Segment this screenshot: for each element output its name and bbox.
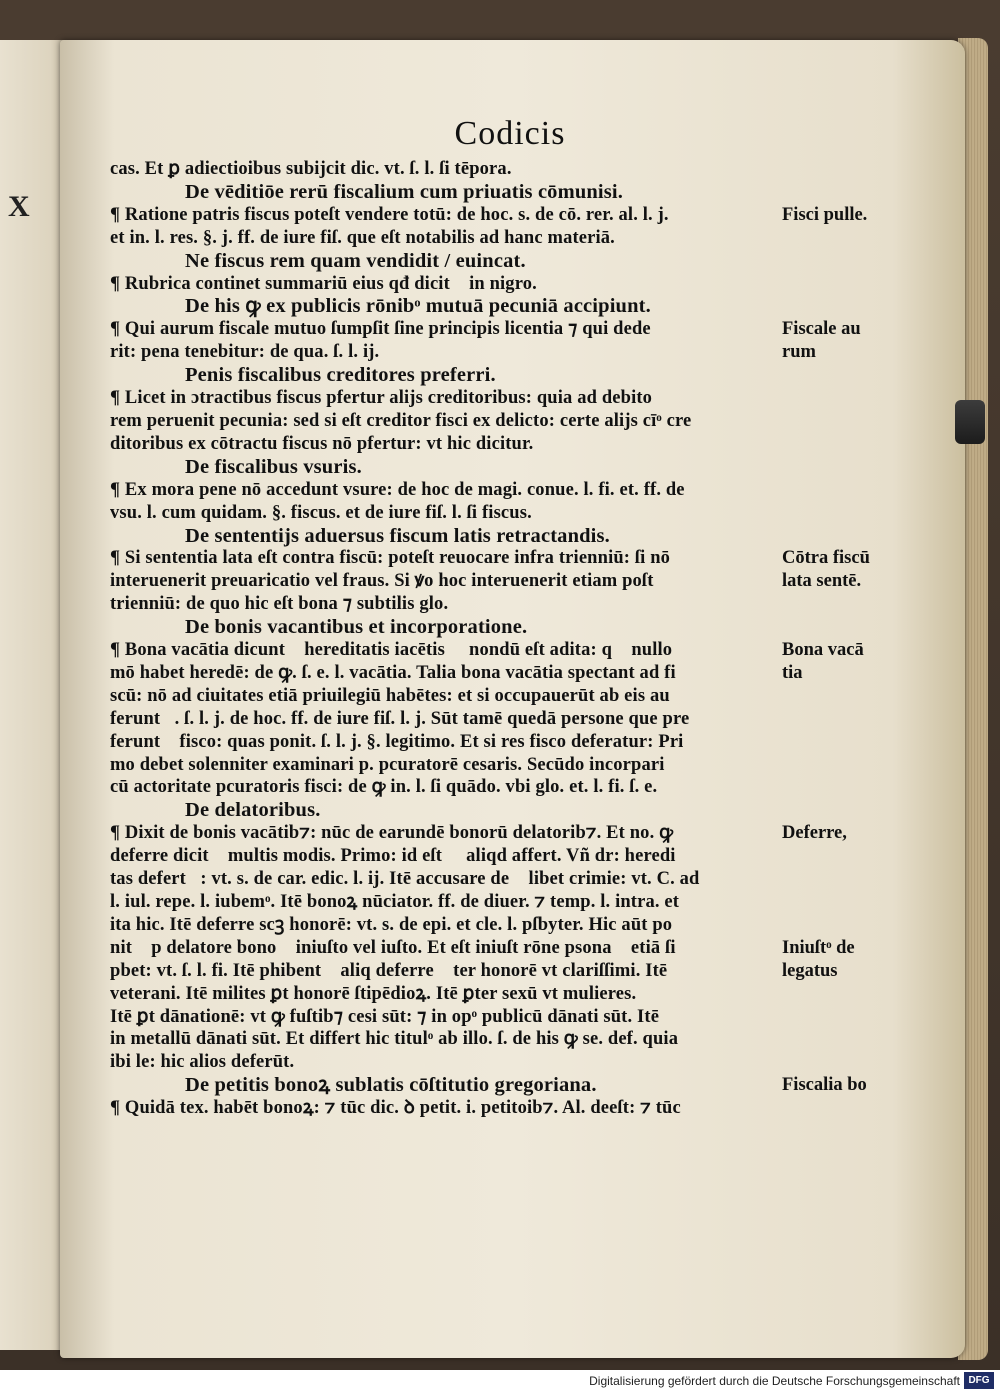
text-line: rem peruenit pecunia: sed si eſt creditor fisci ex delicto: certe alijs cīᵒ cre xyxy=(110,410,692,431)
section-heading: De delatoribus. xyxy=(185,799,321,822)
text-line: rit: pena tenebitur: de qua. ſ. l. ij. xyxy=(110,342,380,363)
margin-note: tia xyxy=(782,662,803,683)
footer-credit: Digitalisierung gefördert durch die Deutsche Forschungsgemeinschaft xyxy=(589,1374,960,1388)
text-line: pbet: vt. ſ. l. fi. Itē phibentᷣ aliq deferre ꝑter honorē vt clariſſimi. Itē xyxy=(110,960,668,981)
section-heading: De sententijs aduersus fiscum latis retractandis. xyxy=(185,524,610,547)
section-heading: De vēditiōe rerū fiscalium cum priuatis cōmunisi. xyxy=(185,180,624,203)
text-line: ¶ Si sententia lata eſt contra fiscū: poteſt reuocare infra trienniū: ſi nō xyxy=(110,548,671,569)
margin-note: lata sentē. xyxy=(782,571,862,592)
margin-note: Cōtra fiscū xyxy=(782,548,870,569)
text-line: ¶ Ex mora pene nō accedunt vsure: de hoc de magi. conue. l. fi. et. ff. de xyxy=(110,479,685,500)
text-line: mo debet solenniter examinari p. pcuratorē cesaris. Secūdo incorpari xyxy=(110,754,665,775)
text-line: ibi le: hic alios deferūt. xyxy=(110,1052,295,1073)
text-line: feruntᷣ fisco: quas ponit. ſ. l. j. §. legitimo. Et si res fisco deferatur: Pri xyxy=(110,731,684,752)
text-line: ¶ Licet in ɔtractibus fiscus pfertur alijs creditoribus: quia ad debito xyxy=(110,388,653,409)
text-line: ita hic. Itē deferre scꝫ honorē: vt. s. de epi. et cle. l. pſbyter. Hic aūt po xyxy=(110,914,673,935)
margin-note: Fiscalia bo xyxy=(782,1075,867,1095)
text-line: nitᷣ p delatore bonoꝝ iniuſto vel iuſto. Et eſt iniuſt rōne psonaꝝ etiā ſi xyxy=(110,937,676,958)
text-line: interuenerit preuaricatio vel fraus. Si ꝟo hoc interuenerit etiam poſt xyxy=(110,571,654,592)
text-line: trienniū: de quo hic eſt bona ⁊ subtilis glo. xyxy=(110,594,449,615)
book-clasp xyxy=(955,400,985,444)
text-line: ¶ Quidā tex. habēt bonoꝝ: ⁊ tūc dic. ꝺ petit. i. petitoib⁊. Al. deeſt: ⁊ tūc xyxy=(110,1098,681,1119)
text-line: et in. l. res. §. j. ff. de iure fiſ. que eſt notabilis ad hanc materiā. xyxy=(110,227,615,248)
text-line: ¶ Bona vacātia dicuntᷣ hereditatis iacētis ꝙ nondū eſt adita: qꝛ nullo xyxy=(110,640,673,661)
section-heading: De his ꝙ ex publicis rōnibᵒ mutuā pecuniā accipiunt. xyxy=(185,295,651,318)
section-heading: Ne fiscus rem quam vendidit / euincat. xyxy=(185,249,526,272)
margin-note: Bona vacā xyxy=(782,639,864,660)
main-text-block xyxy=(110,158,780,1120)
dfg-logo: DFG xyxy=(964,1372,994,1389)
text-line: deferre dicitᷣ multis modis. Primo: id eſt ꝙ aliqd affert. Vñ dr: heredi xyxy=(110,846,676,867)
text-line: Itē ꝑt dānationē: vt ꝙ fuſtib⁊ cesi sūt: ⁊ in opᵒ publicū dānati sūt. Itē xyxy=(110,1006,660,1027)
text-line: veterani. Itē milites ꝑt honorē ſtipēdioꝝ. Itē ꝑter sexū vt mulieres. xyxy=(110,983,637,1004)
section-heading: De petitis bonoꝝ sublatis cōſtitutio gregoriana. xyxy=(185,1074,597,1097)
margin-note: Fisci pulle. xyxy=(782,204,868,225)
text-line: cū actoritate pcuratoris fisci: de ꝙ in. l. ſi quādo. vbi glo. et. l. fi. ſ. e. xyxy=(110,777,658,798)
section-heading: De bonis vacantibus et incorporatione. xyxy=(185,616,528,639)
margin-note: Fiscale au xyxy=(782,319,861,340)
text-line: ditoribus ex cōtractu fiscus nō pfertur: vt hic dicitur. xyxy=(110,433,534,454)
margin-note: legatus xyxy=(782,960,838,981)
text-line: ¶ Ratione patris fiscus poteſt vendere totū: de hoc. s. de cō. rer. al. l. j. xyxy=(110,204,669,225)
text-line: in metallū dānati sūt. Et differt hic titulᵒ ab illo. ſ. de his ꝙ se. def. quia xyxy=(110,1029,679,1050)
text-line: vsu. l. cum quidam. §. fiscus. et de iure fiſ. l. ſi fiscus. xyxy=(110,502,532,523)
text-line: tas defertᷣ: vt. s. de car. edic. l. ij. Itē accusare de ꝗlibet crimie: vt. C. ad xyxy=(110,869,700,890)
margin-note: Iniuſtᵒ de xyxy=(782,937,855,958)
text-line: feruntᷣ. ſ. l. j. de hoc. ff. de iure fiſ. l. j. Sūt tamē quedā persone que pre xyxy=(110,708,690,729)
margin-note: rum xyxy=(782,342,816,363)
text-line: ¶ Qui aurum fiscale mutuo ſumpſit ſine principis licentia ⁊ qui dede xyxy=(110,319,651,340)
section-heading: Penis fiscalibus creditores preferri. xyxy=(185,364,496,387)
facing-page-glyph: X xyxy=(8,190,30,223)
margin-note: Deferre, xyxy=(782,823,847,844)
section-heading: De fiscalibus vsuris. xyxy=(185,455,362,478)
running-head: Codicis xyxy=(454,115,566,152)
text-line: ¶ Rubrica continet summariū eius qđ dicitᷣ in nigro. xyxy=(110,273,537,294)
text-line: cas. Et ꝑ adiectioibus subijcit dic. vt. ſ. l. ſi tēpora. xyxy=(110,159,512,179)
text-line: mō habet heredē: de ꝙ. ſ. e. l. vacātia. Talia bona vacātia spectant ad fi xyxy=(110,662,676,683)
text-line: ¶ Dixit de bonis vacātib⁊: nūc de earundē bonorū delatorib⁊. Et no. ꝙ xyxy=(110,823,674,844)
text-line: l. iul. repe. l. iubemᵒ. Itē bonoꝝ nūciator. ff. de diuer. ⁊ temp. l. intra. et xyxy=(110,892,680,912)
text-line: scū: nō ad ciuitates etiā priuilegiū habētes: et si occupauerūt ab eis au xyxy=(110,685,670,706)
